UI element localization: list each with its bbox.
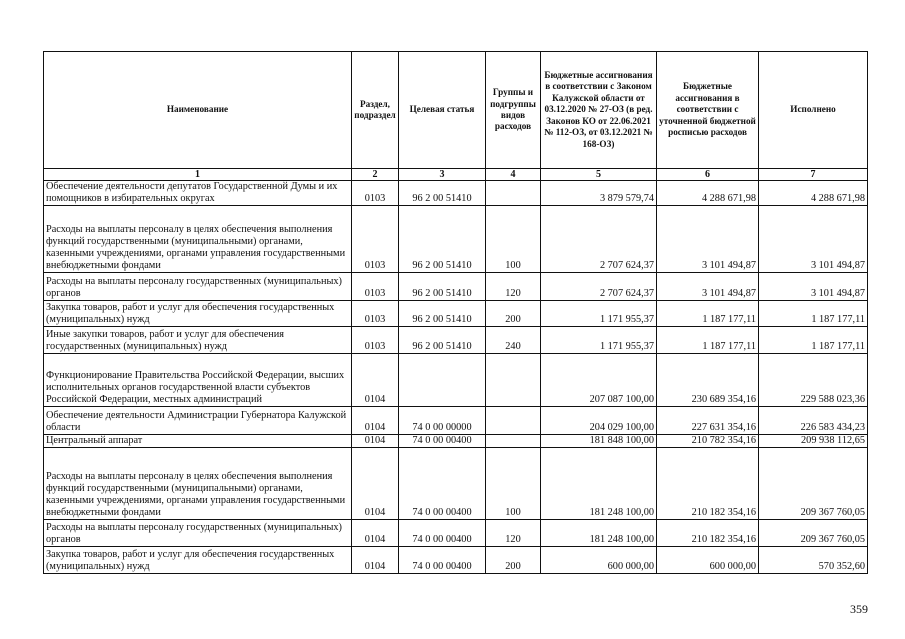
- row-budget-law: 207 087 100,00: [541, 354, 657, 407]
- row-group: [486, 435, 541, 448]
- column-number: 4: [486, 169, 541, 181]
- row-budget-refined: 230 689 354,16: [657, 354, 759, 407]
- row-executed: 3 101 494,87: [759, 206, 868, 273]
- table-row: [44, 520, 868, 547]
- row-name: Расходы на выплаты персоналу государственных (муниципальных) органов: [44, 273, 352, 301]
- row-group: 200: [486, 547, 541, 574]
- row-name: Обеспечение деятельности депутатов Государственной Думы и их помощников в избирательных округах: [44, 181, 352, 206]
- header-budget-refined: Бюджетные ассигнования в соответствии с уточненной бюджетной росписью расходов: [657, 52, 759, 169]
- row-group: 120: [486, 273, 541, 301]
- row-executed: 209 367 760,05: [759, 520, 868, 547]
- row-executed: 1 187 177,11: [759, 301, 868, 327]
- column-number: 2: [352, 169, 399, 181]
- row-budget-refined: 210 182 354,16: [657, 448, 759, 520]
- row-executed: 4 288 671,98: [759, 181, 868, 206]
- row-budget-refined: 3 101 494,87: [657, 206, 759, 273]
- table-row: [44, 448, 868, 520]
- header-row: [44, 52, 868, 169]
- row-name: Функционирование Правительства Российской Федерации, высших исполнительных органов государственной власти субъектов Российской Федерации, местных администраций: [44, 354, 352, 407]
- table-row: [44, 435, 868, 448]
- row-name: Иные закупки товаров, работ и услуг для обеспечения государственных (муниципальных) нужд: [44, 327, 352, 354]
- row-article: 74 0 00 00400: [399, 547, 486, 574]
- row-budget-law: 204 029 100,00: [541, 407, 657, 435]
- header-expense-group: Группы и подгруппы видов расходов: [486, 52, 541, 169]
- column-number: 5: [541, 169, 657, 181]
- row-article: [399, 354, 486, 407]
- row-section: 0103: [352, 301, 399, 327]
- row-article: 74 0 00 00400: [399, 448, 486, 520]
- row-executed: 226 583 434,23: [759, 407, 868, 435]
- row-section: 0103: [352, 206, 399, 273]
- row-article: 96 2 00 51410: [399, 181, 486, 206]
- row-name: Центральный аппарат: [44, 435, 352, 448]
- row-budget-law: 2 707 624,37: [541, 206, 657, 273]
- row-budget-refined: 1 187 177,11: [657, 327, 759, 354]
- table-row: [44, 547, 868, 574]
- row-group: 100: [486, 448, 541, 520]
- row-section: 0104: [352, 354, 399, 407]
- row-executed: 229 588 023,36: [759, 354, 868, 407]
- column-number-row: [44, 169, 868, 181]
- table-row: [44, 206, 868, 273]
- row-name: Закупка товаров, работ и услуг для обеспечения государственных (муниципальных) нужд: [44, 547, 352, 574]
- table-row: [44, 354, 868, 407]
- row-executed: 570 352,60: [759, 547, 868, 574]
- table-row: [44, 273, 868, 301]
- row-article: 74 0 00 00400: [399, 435, 486, 448]
- row-budget-refined: 3 101 494,87: [657, 273, 759, 301]
- row-name: Обеспечение деятельности Администрации Губернатора Калужской области: [44, 407, 352, 435]
- row-section: 0103: [352, 327, 399, 354]
- column-number: 3: [399, 169, 486, 181]
- header-executed: Исполнено: [759, 52, 868, 169]
- row-name: Закупка товаров, работ и услуг для обеспечения государственных (муниципальных) нужд: [44, 301, 352, 327]
- row-group: 200: [486, 301, 541, 327]
- row-budget-refined: 210 182 354,16: [657, 520, 759, 547]
- row-section: 0104: [352, 547, 399, 574]
- row-budget-law: 181 248 100,00: [541, 448, 657, 520]
- row-section: 0104: [352, 435, 399, 448]
- row-executed: 1 187 177,11: [759, 327, 868, 354]
- row-section: 0104: [352, 448, 399, 520]
- row-budget-refined: 4 288 671,98: [657, 181, 759, 206]
- row-budget-law: 181 248 100,00: [541, 520, 657, 547]
- row-article: 74 0 00 00000: [399, 407, 486, 435]
- column-number: 7: [759, 169, 868, 181]
- row-section: 0103: [352, 181, 399, 206]
- budget-table: [43, 51, 868, 574]
- row-name: Расходы на выплаты персоналу государственных (муниципальных) органов: [44, 520, 352, 547]
- row-budget-law: 2 707 624,37: [541, 273, 657, 301]
- row-group: 120: [486, 520, 541, 547]
- column-number: 1: [44, 169, 352, 181]
- row-executed: 3 101 494,87: [759, 273, 868, 301]
- row-executed: 209 367 760,05: [759, 448, 868, 520]
- row-name: Расходы на выплаты персоналу в целях обеспечения выполнения функций государственными (муниципальными) органами, казенными учреждениями, органами управления государственными внебюджетными фондами: [44, 206, 352, 273]
- row-budget-refined: 1 187 177,11: [657, 301, 759, 327]
- row-group: [486, 407, 541, 435]
- row-budget-law: 181 848 100,00: [541, 435, 657, 448]
- row-budget-refined: 227 631 354,16: [657, 407, 759, 435]
- row-article: 96 2 00 51410: [399, 273, 486, 301]
- row-executed: 209 938 112,65: [759, 435, 868, 448]
- row-article: 74 0 00 00400: [399, 520, 486, 547]
- table-row: [44, 301, 868, 327]
- row-budget-law: 3 879 579,74: [541, 181, 657, 206]
- column-number: 6: [657, 169, 759, 181]
- row-budget-law: 1 171 955,37: [541, 301, 657, 327]
- row-group: 100: [486, 206, 541, 273]
- row-name: Расходы на выплаты персоналу в целях обеспечения выполнения функций государственными (муниципальными) органами, казенными учреждениями, органами управления государственными внебюджетными фондами: [44, 448, 352, 520]
- row-budget-refined: 600 000,00: [657, 547, 759, 574]
- table-row: [44, 181, 868, 206]
- header-section: Раздел, подраздел: [352, 52, 399, 169]
- row-group: [486, 354, 541, 407]
- row-group: [486, 181, 541, 206]
- header-budget-law: Бюджетные ассигнования в соответствии с Законом Калужской области от 03.12.2020 № 27-ОЗ (в ред. Законов КО от 22.06.2021 № 112-ОЗ, от 03.12.2021 № 168-ОЗ): [541, 52, 657, 169]
- row-section: 0104: [352, 520, 399, 547]
- row-section: 0103: [352, 273, 399, 301]
- table-row: [44, 327, 868, 354]
- header-target-article: Целевая статья: [399, 52, 486, 169]
- row-article: 96 2 00 51410: [399, 327, 486, 354]
- page-number: 359: [850, 602, 868, 616]
- row-budget-law: 1 171 955,37: [541, 327, 657, 354]
- row-budget-refined: 210 782 354,16: [657, 435, 759, 448]
- table-row: [44, 407, 868, 435]
- row-section: 0104: [352, 407, 399, 435]
- row-group: 240: [486, 327, 541, 354]
- header-name: Наименование: [44, 52, 352, 169]
- row-article: 96 2 00 51410: [399, 206, 486, 273]
- row-article: 96 2 00 51410: [399, 301, 486, 327]
- row-budget-law: 600 000,00: [541, 547, 657, 574]
